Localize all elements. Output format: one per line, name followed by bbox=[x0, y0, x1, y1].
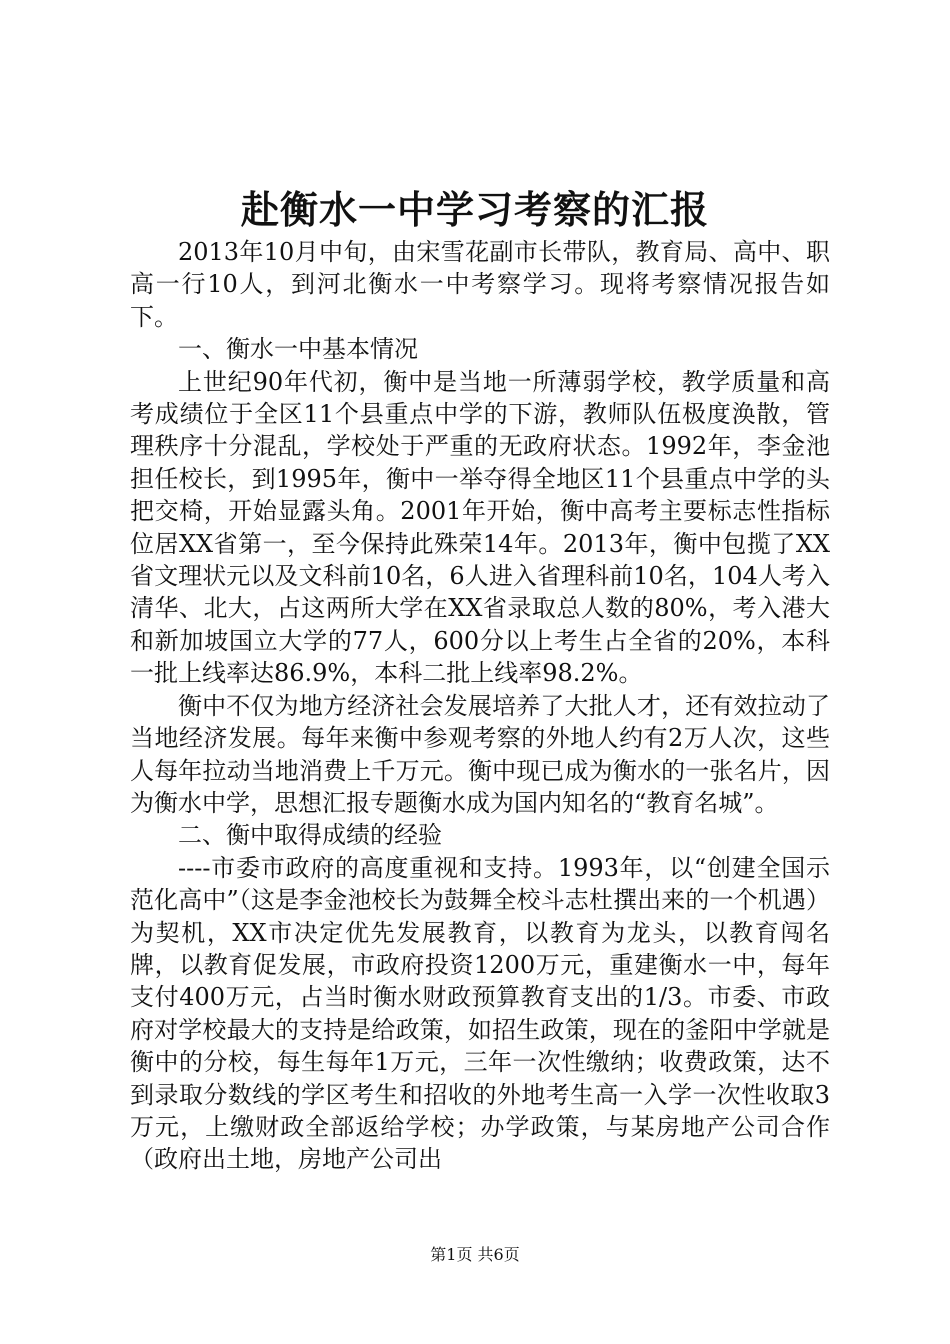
paragraph-basic-info: 上世纪90年代初，衡中是当地一所薄弱学校，教学质量和高考成绩位于全区11个县重点中学的下游，教师队伍极度涣散，管理秩序十分混乱，学校处于严重的无政府状态。1992年，李金池担任校长，到1995年，衡中一举夺得全地区11个县重点中学的头把交椅，开始显露头角。2001年开始，衡中高考主要标志性指标位居XX省第一，至今保持此殊荣14年。2013年，衡中包揽了XX省文理状元以及文科前10名，6人进入省理科前10名，104人考入清华、北大，占这两所大学在XX省录取总人数的80%，考入港大和新加坡国立大学的77人，600分以上考生占全省的20%，本科一批上线率达86.9%，本科二批上线率98.2%。 bbox=[130, 367, 830, 688]
document-body bbox=[130, 236, 830, 1176]
paragraph-government-support: ----市委市政府的高度重视和支持。1993年，以“创建全国示范化高中”（这是李金池校长为鼓舞全校斗志杜撰出来的一个机遇）为契机，XX市决定优先发展教育，以教育为龙头，以教育闯名牌，以教育促发展，市政府投资1200万元，重建衡水一中，每年支付400万元，占当时衡水财政预算教育支出的1/3。市委、市政府对学校最大的支持是给政策，如招生政策，现在的釜阳中学就是衡中的分校，每生每年1万元，三年一次性缴纳；收费政策，达不到录取分数线的学区考生和招收的外地考生高一入学一次性收取3万元，上缴财政全部返给学校；办学政策，与某房地产公司合作（政府出土地，房地产公司出 bbox=[130, 853, 830, 1174]
section-heading-1: 一、衡水一中基本情况 bbox=[178, 335, 418, 364]
paragraph-intro: 2013年10月中旬，由宋雪花副市长带队，教育局、高中、职高一行10人，到河北衡水一中考察学习。现将考察情况报告如下。 bbox=[130, 238, 830, 331]
paragraph-economic-impact: 衡中不仅为地方经济社会发展培养了大批人才，还有效拉动了当地经济发展。每年来衡中参观考察的外地人约有2万人次，这些人每年拉动当地消费上千万元。衡中现已成为衡水的一张名片，因为衡水中学，思想汇报专题衡水成为国内知名的“教育名城”。 bbox=[130, 691, 830, 817]
page-number-footer: 第1页 共6页 bbox=[430, 1245, 520, 1264]
section-heading-2: 二、衡中取得成绩的经验 bbox=[178, 821, 442, 850]
document-title: 赴衡水一中学习考察的汇报 bbox=[240, 187, 709, 232]
